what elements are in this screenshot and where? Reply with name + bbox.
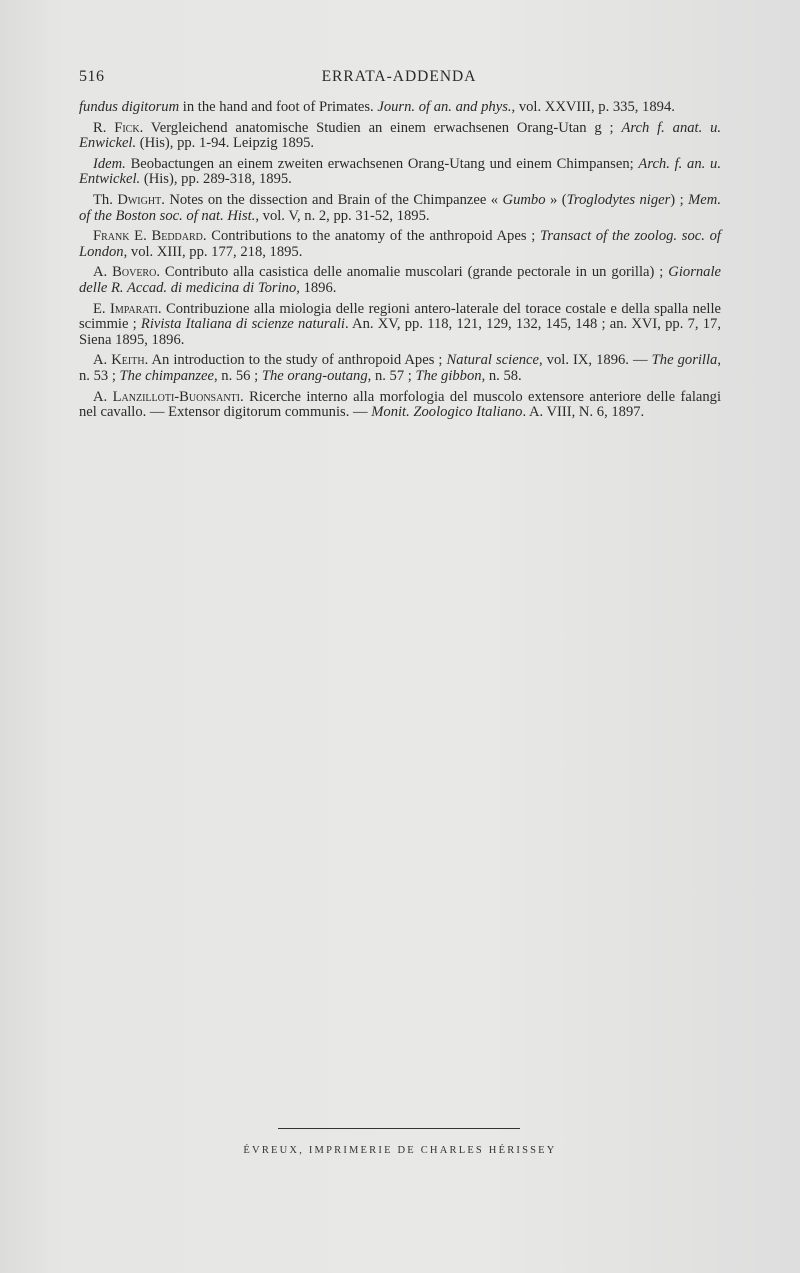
reference-text: ) ;	[670, 191, 689, 208]
reference-text: » (	[545, 191, 567, 208]
reference-text: A.	[93, 264, 113, 281]
author-name: Imparati	[110, 300, 158, 317]
reference-text: , n. 56 ;	[213, 367, 262, 384]
reference-text: , vol. XXVIII, p. 335, 1894.	[511, 99, 675, 115]
page-header	[79, 68, 719, 90]
reference-text: Beobactungen an einem zweiten erwachsenen Orang-Utang und einem Chimpansen;	[125, 155, 639, 172]
reference-text: , n. 57 ;	[367, 367, 416, 384]
reference-text: (His), pp. 1-94. Leipzig 1895.	[136, 135, 315, 152]
reference-text: (His), pp. 289-318, 1895.	[140, 171, 292, 188]
running-head: ERRATA-ADDENDA	[321, 68, 477, 85]
printer-imprint: ÉVREUX, IMPRIMERIE DE CHARLES HÉRISSEY	[243, 1145, 557, 1156]
author-name: Keith	[111, 352, 145, 369]
reference-text: . Contributions to the anatomy of the anthropoid Apes ;	[202, 228, 541, 245]
italic-text: Monit. Zoologico Italiano	[371, 404, 523, 421]
reference-text: Th.	[93, 191, 118, 208]
italic-text: Rivista Italiana di scienze naturali	[140, 316, 345, 333]
italic-text: The orang-outang	[261, 367, 368, 384]
reference-text: . An introduction to the study of anthropoid Apes ;	[144, 352, 447, 369]
author-name: Bovero	[112, 264, 157, 281]
reference-text: , n. 53 ;	[79, 352, 721, 384]
italic-text: Giornale delle R. Accad. di medicina di Torino,	[79, 264, 721, 296]
italic-text: Natural science	[446, 352, 539, 369]
reference-entry	[79, 229, 721, 260]
italic-text: Idem.	[93, 155, 126, 172]
reference-entry	[79, 390, 721, 421]
reference-entry	[79, 353, 721, 384]
reference-text: E.	[93, 300, 111, 317]
footer-rule	[278, 1128, 520, 1129]
italic-text: Gumbo	[502, 191, 546, 208]
italic-text: The gorilla	[651, 352, 718, 369]
reference-text: R.	[93, 119, 115, 136]
reference-entry	[79, 193, 721, 224]
reference-text: . An. XV, pp. 118, 121, 129, 132, 145, 148 ; an. XVI, pp. 7, 17, Siena 1895, 1896.	[79, 316, 721, 348]
italic-text: Arch. f. an. u. Entwickel.	[79, 155, 721, 188]
reference-entry	[79, 157, 721, 188]
reference-continuation	[79, 100, 721, 116]
author-name: Beddard	[151, 228, 203, 245]
reference-text: . Contribuzione alla miologia delle regioni antero-laterale del torace costale e della spalla nelle scimmie ;	[79, 300, 721, 333]
reference-text: E.	[129, 228, 152, 245]
reference-entry	[79, 121, 721, 152]
reference-text: . Notes on the dissection and Brain of the Chimpanzee «	[161, 191, 503, 208]
author-name: Dwight	[117, 191, 162, 208]
reference-text: . Ricerche interno alla morfologia del muscolo extensore anteriore delle falangi nel cavallo. — Extensor digitorum communis. —	[79, 388, 721, 421]
reference-text: , n. 58.	[481, 367, 522, 384]
reference-text: in the hand and foot of Primates.	[179, 99, 378, 115]
reference-text: A.	[93, 388, 113, 405]
page-number: 516	[79, 68, 105, 85]
reference-text: . Contributo alla casistica delle anomalie muscolari (grande pectorale in un gorilla) ;	[156, 264, 669, 281]
italic-text: The gibbon	[415, 367, 482, 384]
italic-text: fundus digitorum	[79, 99, 180, 115]
author-name: Lanzilloti-Buonsanti	[112, 388, 241, 405]
reference-entry	[79, 302, 721, 349]
italic-text: Journ. of an. and phys.	[377, 99, 512, 115]
reference-text: A.	[93, 352, 112, 369]
reference-entry	[79, 265, 721, 296]
author-name: Frank	[93, 228, 130, 245]
italic-text: Arch f. anat. u. Enwickel.	[79, 119, 722, 152]
italic-text: Mem. of the Boston soc. of nat. Hist.	[79, 191, 721, 224]
reference-text: , vol. V, n. 2, pp. 31-52, 1895.	[255, 207, 430, 224]
italic-text: The chimpanzee	[119, 367, 214, 384]
reference-text: . Vergleichend anatomische Studien an einem erwachsenen Orang-Utan g ;	[139, 119, 622, 136]
italic-text: Troglodytes niger	[566, 191, 671, 208]
references-list	[79, 100, 721, 426]
reference-text: . A. VIII, N. 6, 1897.	[522, 404, 645, 421]
reference-text: 1896.	[299, 279, 337, 296]
author-name: Fick	[114, 119, 140, 136]
reference-text: , vol. XIII, pp. 177, 218, 1895.	[123, 243, 303, 260]
italic-text: Transact of the zoolog. soc. of London	[79, 228, 721, 260]
reference-text: , vol. IX, 1896. —	[538, 352, 652, 369]
